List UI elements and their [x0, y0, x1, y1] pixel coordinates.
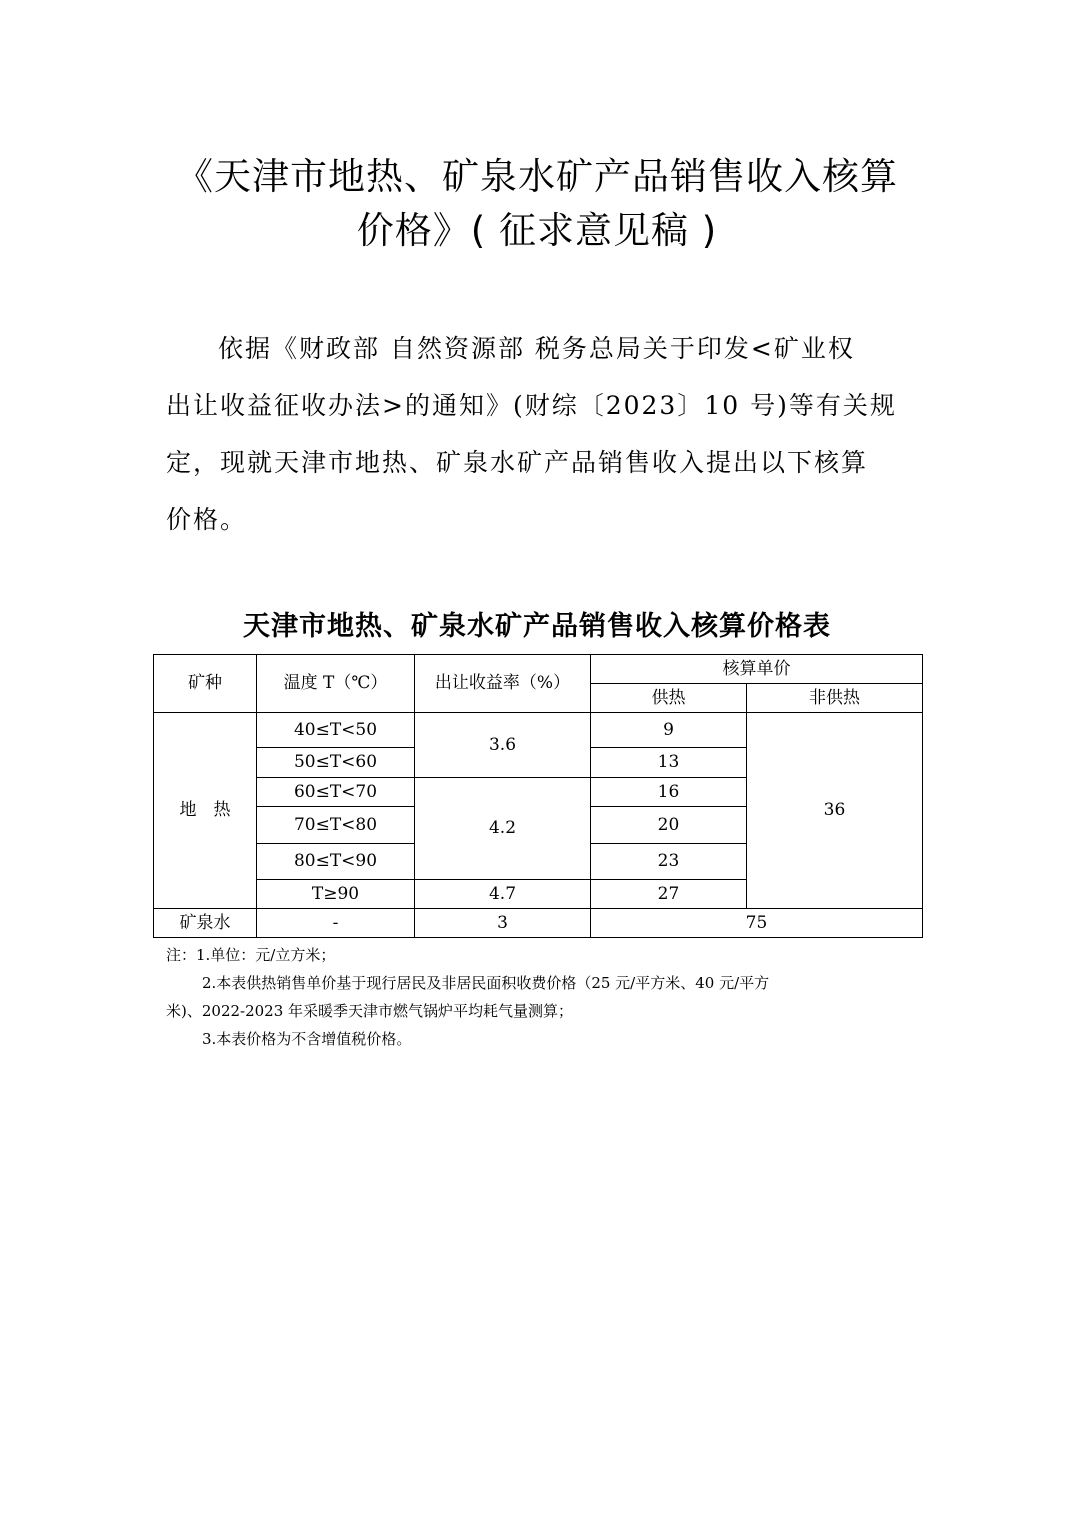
- heating-price-cell: 20: [591, 807, 747, 844]
- temp-cell: 70≤T<80: [257, 807, 415, 844]
- rate-cell: 4.7: [415, 880, 591, 909]
- header-heating: 供热: [591, 684, 747, 713]
- mineral-water-price: 75: [591, 909, 923, 938]
- temp-cell: 40≤T<50: [257, 713, 415, 748]
- non-heating-price-cell: 36: [747, 713, 923, 909]
- header-unit-price: 核算单价: [591, 655, 923, 684]
- heating-price-cell: 16: [591, 778, 747, 807]
- heating-price-cell: 27: [591, 880, 747, 909]
- rate-cell: 4.2: [415, 778, 591, 880]
- header-temperature: 温度 T（℃）: [257, 655, 415, 713]
- table-title: 天津市地热、矿泉水矿产品销售收入核算价格表: [243, 611, 831, 642]
- intro-line-2: 出让收益征收办法>的通知》(财综〔2023〕10 号)等有关规: [166, 391, 897, 420]
- intro-line-1: 依据《财政部 自然资源部 税务总局关于印发<矿业权: [218, 334, 855, 363]
- document-title: [150, 150, 924, 258]
- rate-cell: 3.6: [415, 713, 591, 778]
- intro-line-3: 定，现就天津市地热、矿泉水矿产品销售收入提出以下核算: [166, 448, 869, 477]
- temp-cell: 80≤T<90: [257, 844, 415, 880]
- temp-cell: 60≤T<70: [257, 778, 415, 807]
- heating-price-cell: 9: [591, 713, 747, 748]
- mineral-water-label: 矿泉水: [154, 909, 257, 938]
- header-mineral: 矿种: [154, 655, 257, 713]
- title-line-2: 价格》( 征求意见稿 ): [356, 209, 718, 252]
- heating-price-cell: 13: [591, 748, 747, 778]
- header-rate: 出让收益率（%）: [415, 655, 591, 713]
- note-line-2: 2.本表供热销售单价基于现行居民及非居民面积收费价格（25 元/平方米、40 元/平方: [202, 974, 770, 992]
- table-row: [154, 713, 923, 748]
- geothermal-label: 地 热: [154, 713, 257, 909]
- table-notes: [166, 941, 914, 1053]
- header-row: [154, 655, 923, 684]
- mineral-water-rate: 3: [415, 909, 591, 938]
- intro-line-4: 价格。: [166, 505, 248, 534]
- mineral-water-temp: -: [257, 909, 415, 938]
- title-line-1: 《天津市地热、矿泉水矿产品销售收入核算: [176, 155, 898, 198]
- heating-price-cell: 23: [591, 844, 747, 880]
- note-line-1: 注：1.单位：元/立方米；: [166, 946, 336, 964]
- header-non-heating: 非供热: [747, 684, 923, 713]
- price-table: [153, 654, 923, 938]
- mineral-water-row: [154, 909, 923, 938]
- note-line-4: 3.本表价格为不含增值税价格。: [202, 1030, 412, 1048]
- temp-cell: 50≤T<60: [257, 748, 415, 778]
- intro-paragraph: [166, 320, 911, 548]
- note-line-3: 米)、2022-2023 年采暖季天津市燃气锅炉平均耗气量测算；: [166, 1002, 574, 1020]
- temp-cell: T≥90: [257, 880, 415, 909]
